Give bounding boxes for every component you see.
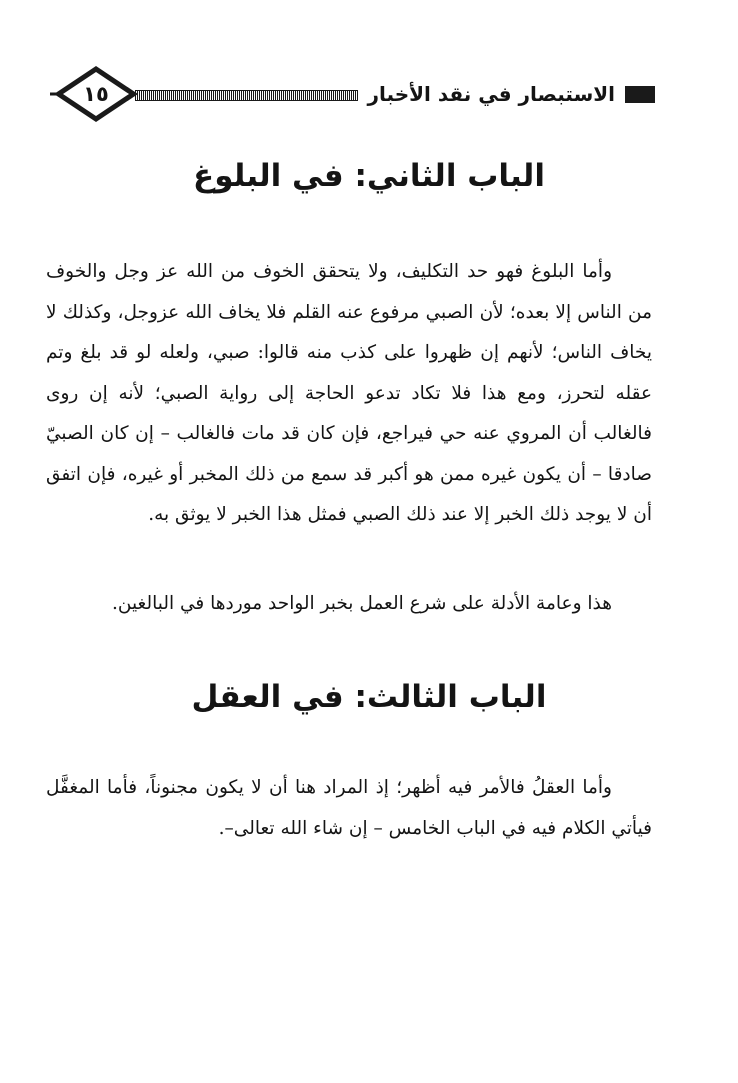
running-title: الاستبصار في نقد الأخبار [358, 79, 626, 109]
header-bar-end [625, 86, 655, 103]
paragraph-puberty: وأما البلوغ فهو حد التكليف، ولا يتحقق الخوف من الله عز وجل والخوف من الناس إلا بعده؛ لأن الصبي مرفوع عنه القلم فلا يخاف الله عزوجل، وكذلك لا يخاف الناس؛ لأنهم إن ظهروا على كذب منه قالوا: صبي، ولعله لو قد بلغ وتم عقله لتحرز، ومع هذا فلا تكاد تدعو الحاجة إلى رواية الصبي؛ لأنه إن روى فالغالب أن المروي عنه حي فيراجع، فإن كان قد مات فالغالب – إن كان الصبيّ صادقا – أن يكون غيره ممن هو أكبر قد سمع من ذلك المخبر أو غيره، فإن اتفق أن لا يوجد ذلك الخبر إلا عند ذلك الصبي فمثل هذا الخبر لا يوثق به. [46, 261, 652, 525]
page-number: ١٥ [83, 82, 109, 106]
paragraph-puberty-summary: هذا وعامة الأدلة على شرع العمل بخبر الواحد موردها في البالغين. [112, 593, 612, 614]
running-header [40, 64, 655, 128]
chapter-heading-puberty: الباب الثاني: في البلوغ [193, 158, 545, 194]
paragraph-intellect: وأما العقلُ فالأمر فيه أظهر؛ إذ المراد هنا أن لا يكون مجنوناً، فأما المغفَّل فيأتي الكلام فيه في الباب الخامس – إن شاء الله تعالى–. [46, 777, 652, 839]
chapter-heading-intellect: الباب الثالث: في العقل [191, 679, 547, 715]
page-number-badge [50, 64, 142, 124]
